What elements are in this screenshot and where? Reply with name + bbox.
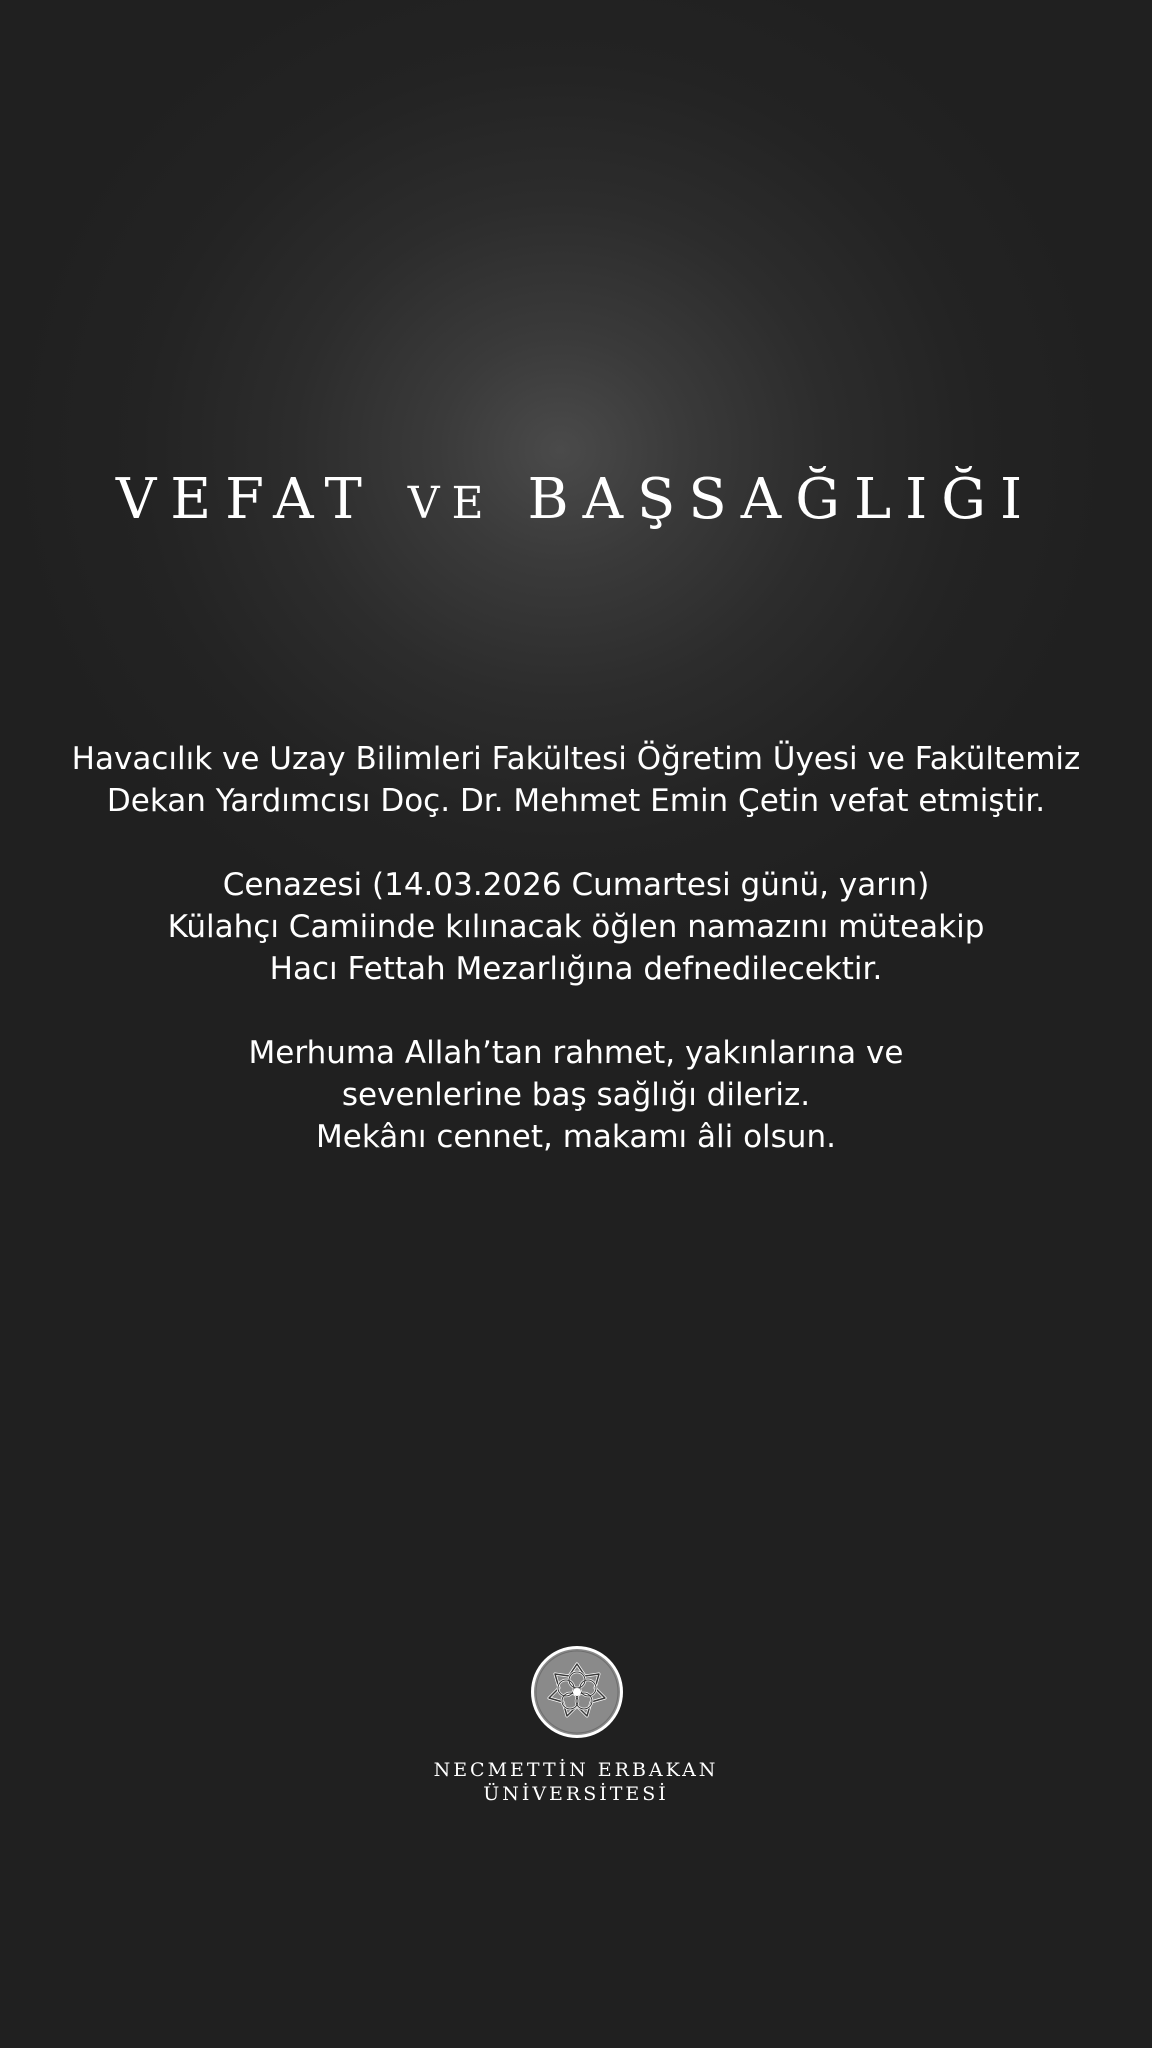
body-line: Külahçı Camiinde kılınacak öğlen namazını müteakip	[167, 909, 985, 945]
body-line: Hacı Fettah Mezarlığına defnedilecektir.	[269, 951, 883, 987]
announcement-paragraph-condolence	[0, 1032, 1152, 1158]
body-line: sevenlerine baş sağlığı dileriz.	[341, 1077, 811, 1113]
university-seal-icon	[529, 1644, 625, 1740]
body-line: Cenazesi (14.03.2026 Cumartesi günü, yarın)	[222, 867, 930, 903]
page-title	[0, 466, 1152, 534]
university-name	[0, 1758, 1152, 1806]
announcement-paragraph-funeral	[0, 864, 1152, 990]
body-line: Mekânı cennet, makamı âli olsun.	[316, 1119, 836, 1155]
announcement-body	[0, 738, 1152, 1200]
body-line: Havacılık ve Uzay Bilimleri Fakültesi Öğretim Üyesi ve Fakültemiz	[71, 741, 1081, 777]
title-word-bassagligi: BAŞSAĞLIĞI	[527, 466, 1037, 532]
body-line: Merhuma Allah’tan rahmet, yakınlarına ve	[248, 1035, 904, 1071]
body-line: Dekan Yardımcısı Doç. Dr. Mehmet Emin Çetin vefat etmiştir.	[106, 783, 1046, 819]
title-word-ve: VE	[407, 477, 496, 529]
title-word-vefat: VEFAT	[115, 466, 376, 532]
university-name-line2: ÜNİVERSİTESİ	[483, 1783, 669, 1805]
university-name-line1: NECMETTİN ERBAKAN	[433, 1759, 719, 1781]
announcement-paragraph-death	[0, 738, 1152, 822]
